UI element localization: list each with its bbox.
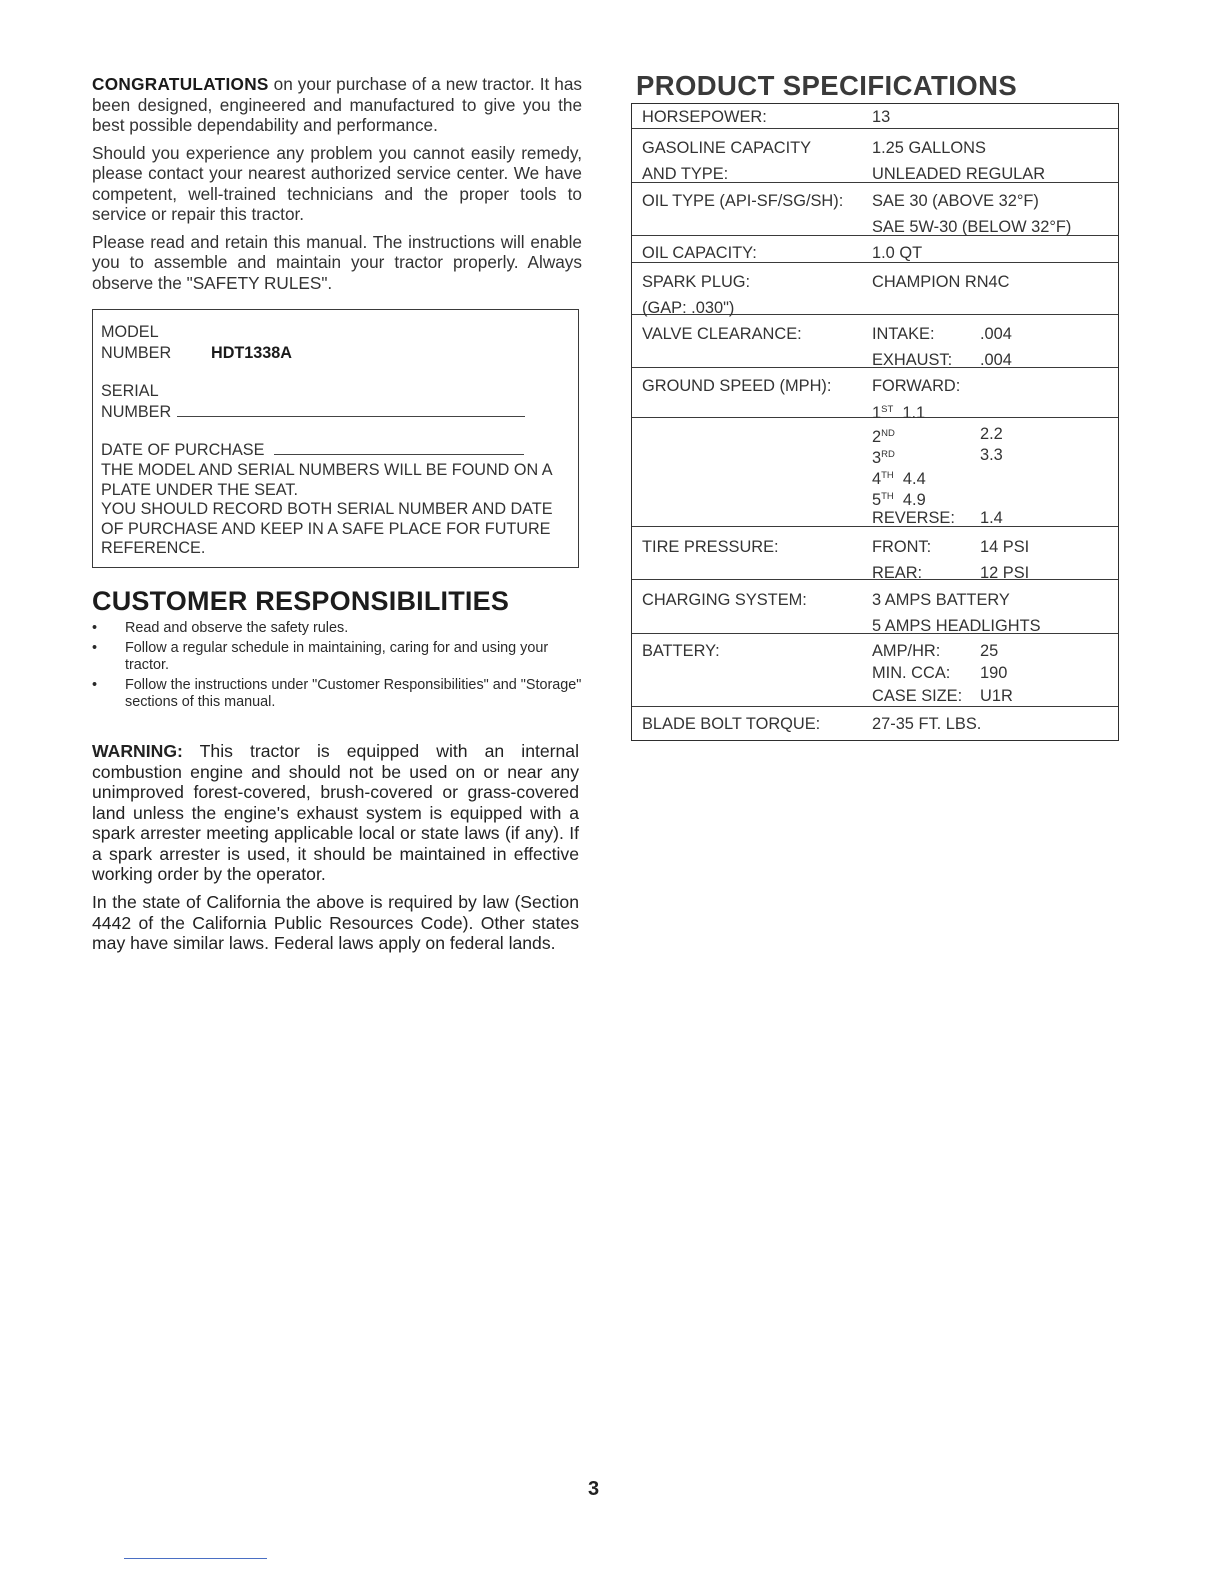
specifications-table xyxy=(631,103,1119,741)
warning-label: WARNING: xyxy=(92,741,183,761)
spec-row-oil-type: OIL TYPE (API-SF/SG/SH): SAE 30 (ABOVE 32°F) SAE 5W-30 (BELOW 32°F) xyxy=(632,183,1118,236)
gear-3: 3RD xyxy=(872,449,895,467)
record-note: YOU SHOULD RECORD BOTH SERIAL NUMBER AND DATE OF PURCHASE AND KEEP IN A SAFE PLACE FOR FUTURE REFERENCE. xyxy=(101,500,553,557)
model-number-row: NUMBER HDT1338A xyxy=(101,344,292,362)
spec-row-horsepower: HORSEPOWER: 13 xyxy=(632,104,1118,129)
retain-paragraph: Please read and retain this manual. The instructions will enable you to assemble and maintain your tractor properly. Always observe the "SAFETY RULES". xyxy=(92,231,582,293)
serial-label: SERIAL xyxy=(101,382,159,400)
intro-section xyxy=(92,74,582,300)
spec-row-valve-clearance: VALVE CLEARANCE: INTAKE: .004 EXHAUST: .004 xyxy=(632,315,1118,368)
spec-row-tire-pressure: TIRE PRESSURE: FRONT: 14 PSI REAR: 12 PSI xyxy=(632,527,1118,580)
spec-row-charging-system: CHARGING SYSTEM: 3 AMPS BATTERY 5 AMPS HEADLIGHTS xyxy=(632,580,1118,634)
model-label: MODEL xyxy=(101,323,159,341)
date-of-purchase-field[interactable] xyxy=(274,440,524,455)
plate-location-note: THE MODEL AND SERIAL NUMBERS WILL BE FOUND ON A PLATE UNDER THE SEAT. xyxy=(101,461,552,499)
gear-2: 2ND xyxy=(872,428,895,446)
spec-row-battery: BATTERY: AMP/HR: 25 MIN. CCA: 190 CASE SIZE: U1R xyxy=(632,634,1118,707)
footer-divider xyxy=(124,1558,267,1559)
spec-row-blade-bolt-torque: BLADE BOLT TORQUE: 27-35 FT. LBS. xyxy=(642,715,982,733)
warning-paragraph: WARNING: This tractor is equipped with an internal combustion engine and should not be used on or near any unimproved forest-covered, brush-covered or grass-covered land unless the engine's exhaust system is equipped with a spark arrester meeting applicable local or state laws (if any). If a spark arrester is used, it should be maintained in effective working order by the operator. xyxy=(92,741,579,884)
gear-5: 5TH 4.9 xyxy=(872,491,926,509)
list-item: • Follow a regular schedule in maintaining, caring for and using your tractor. xyxy=(92,640,549,673)
bullet-icon: • xyxy=(92,640,98,656)
spec-row-ground-speed: GROUND SPEED (MPH): FORWARD: 1ST 1.1 xyxy=(632,368,1118,418)
spec-row-spark-plug: SPARK PLUG: CHAMPION RN4C (GAP: .030") xyxy=(632,263,1118,315)
spec-row-gears: 2ND 2.2 3RD 3.3 4TH 4.4 5TH 4.9 REVERSE: 1.4 xyxy=(632,418,1118,527)
list-item: • Follow the instructions under "Customer Responsibilities" and "Storage" sections of this manual. xyxy=(92,677,582,710)
serial-number-field[interactable] xyxy=(177,402,525,417)
registration-box xyxy=(92,309,579,568)
customer-responsibilities-heading: CUSTOMER RESPONSIBILITIES xyxy=(92,586,510,616)
problem-paragraph: Should you experience any problem you cannot easily remedy, please contact your nearest authorized service center. We have competent, well-trained technicians and the proper tools to service or repair this tractor. xyxy=(92,142,582,224)
gear-4: 4TH 4.4 xyxy=(872,470,926,488)
spec-row-gasoline: GASOLINE CAPACITY 1.25 GALLONS AND TYPE: UNLEADED REGULAR xyxy=(632,129,1118,183)
product-specifications-heading: PRODUCT SPECIFICATIONS xyxy=(636,70,1018,101)
page-number: 3 xyxy=(588,1478,600,1500)
customer-responsibilities-list xyxy=(92,620,582,714)
date-of-purchase-row: DATE OF PURCHASE xyxy=(101,440,578,461)
california-paragraph: In the state of California the above is required by law (Section 4442 of the California Public Resources Code). Other states may have similar laws. Federal laws apply on federal lands. xyxy=(92,892,579,953)
gear-1: 1ST 1.1 xyxy=(872,404,926,422)
congratulations-paragraph: CONGRATULATIONS on your purchase of a new tractor. It has been designed, engineered and manufactured to give you the best possible dependability and performance. xyxy=(92,74,582,135)
list-item: • Read and observe the safety rules. xyxy=(92,620,349,636)
bullet-icon: • xyxy=(92,620,98,636)
model-number: HDT1338A xyxy=(211,344,292,362)
spec-row-oil-capacity: OIL CAPACITY: 1.0 QT xyxy=(632,236,1118,263)
serial-number-row: NUMBER xyxy=(101,402,578,423)
bullet-icon: • xyxy=(92,677,98,693)
